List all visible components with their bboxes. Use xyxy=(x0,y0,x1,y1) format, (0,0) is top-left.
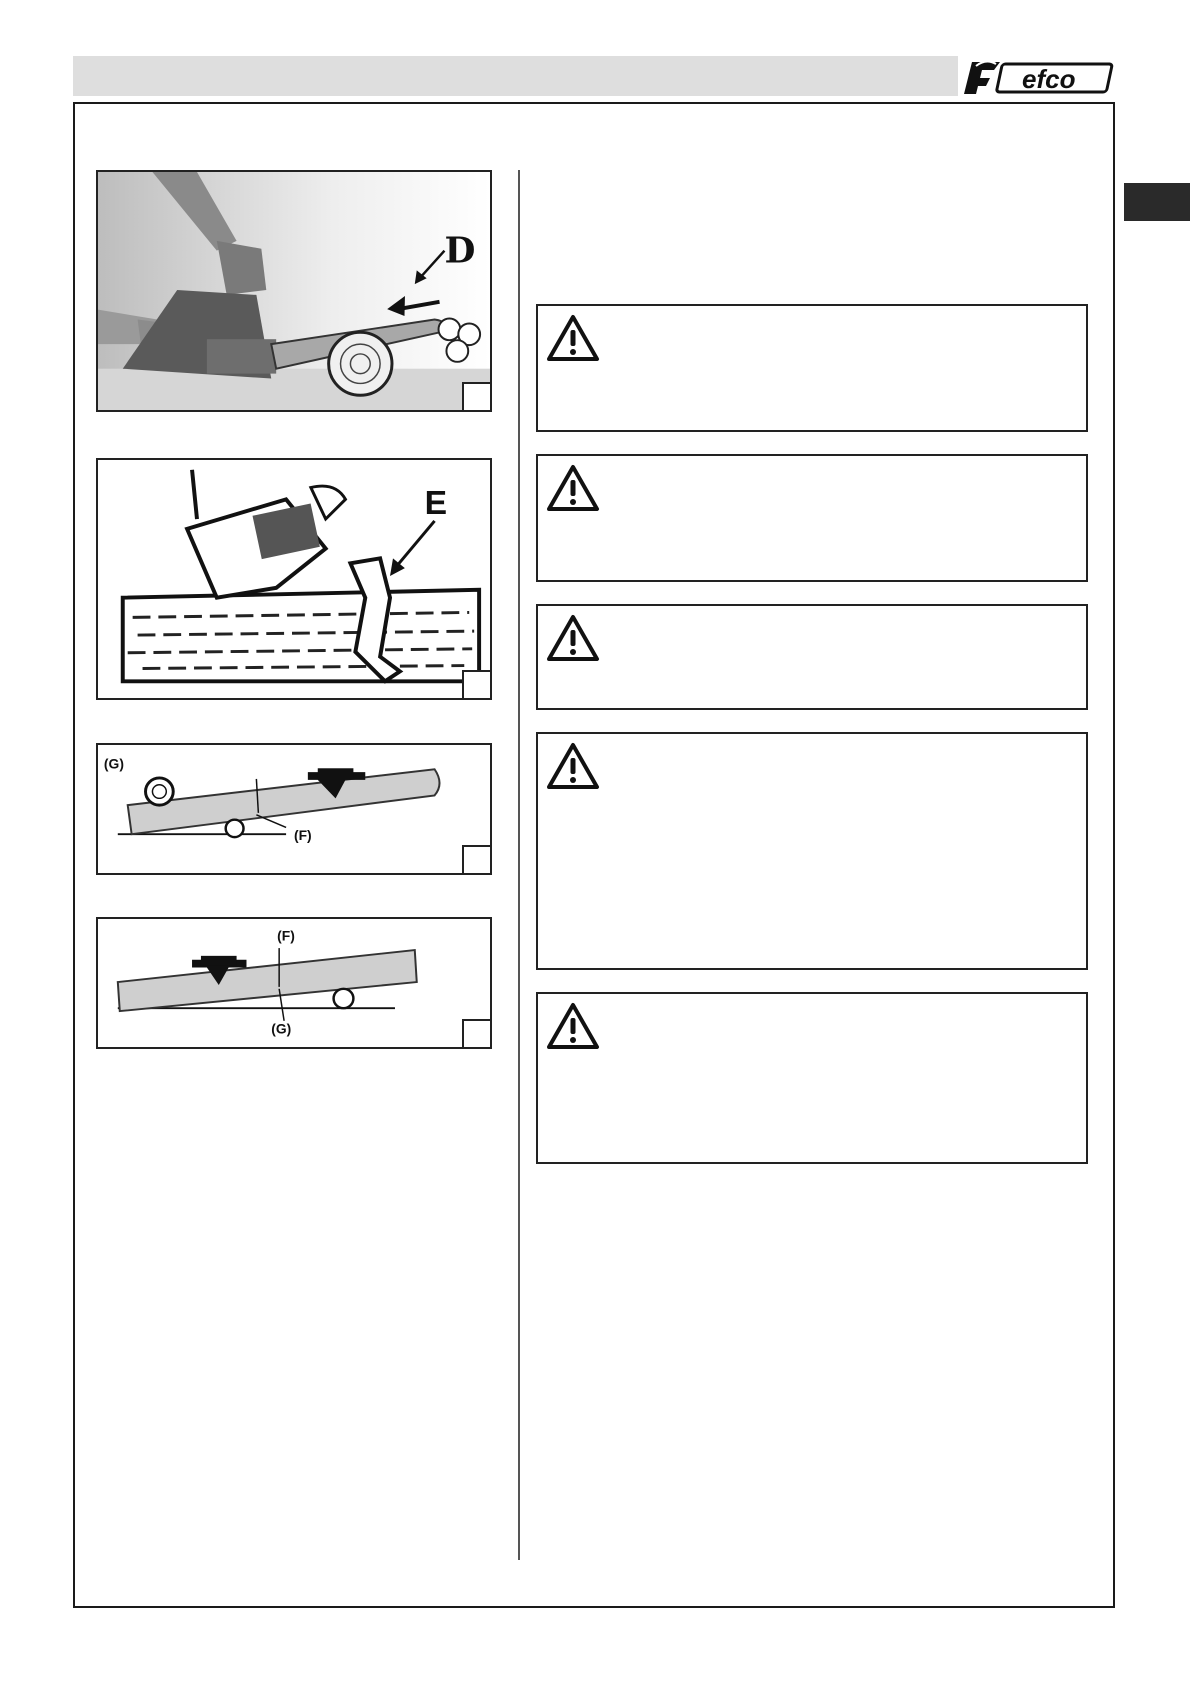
brand-wordmark: efco xyxy=(1022,64,1076,94)
efco-leaf-icon xyxy=(964,61,1000,94)
column-divider xyxy=(518,170,520,1560)
figure-number-box xyxy=(462,845,490,873)
figure-log-supported-both-ends xyxy=(96,917,492,1049)
callout-d: D xyxy=(444,230,476,272)
section-tab xyxy=(1124,183,1190,221)
warning-box xyxy=(536,604,1088,710)
figure-wedge xyxy=(96,458,492,700)
label-g: (G) xyxy=(103,756,124,772)
warning-box xyxy=(536,454,1088,582)
warning-box xyxy=(536,304,1088,432)
figure-number-box xyxy=(462,670,490,698)
label-g: (G) xyxy=(271,1021,292,1037)
label-f: (F) xyxy=(294,828,312,843)
figure-log-supported-one-end xyxy=(96,743,492,875)
warning-box xyxy=(536,992,1088,1164)
figure-number-box xyxy=(462,1019,490,1047)
efco-logo xyxy=(960,56,1118,98)
label-f: (F) xyxy=(277,928,295,944)
figure-number-box xyxy=(462,382,490,410)
warning-triangle-icon xyxy=(546,314,600,362)
warning-triangle-icon xyxy=(546,464,600,512)
warning-triangle-icon xyxy=(546,614,600,662)
header-band xyxy=(73,56,958,96)
warning-triangle-icon xyxy=(546,742,600,790)
callout-e: E xyxy=(424,485,448,523)
figure-kickback xyxy=(96,170,492,412)
warning-triangle-icon xyxy=(546,1002,600,1050)
warning-box xyxy=(536,732,1088,970)
